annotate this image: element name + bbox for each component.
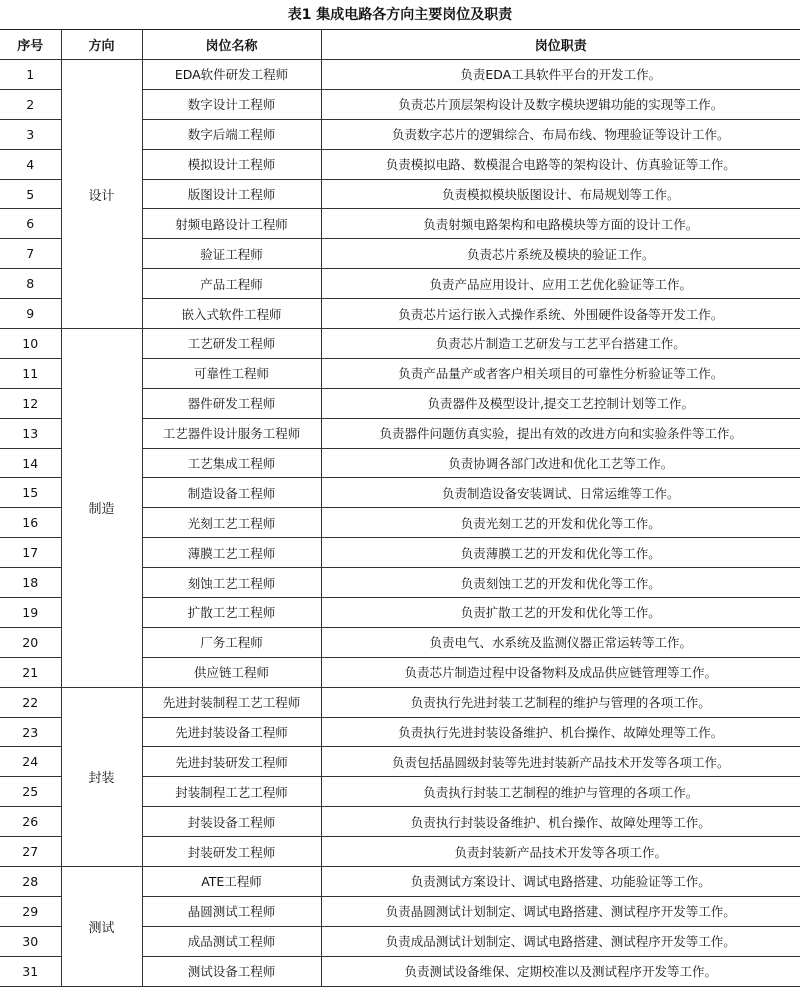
row-number: 3 bbox=[0, 119, 61, 149]
table-title: 表1 集成电路各方向主要岗位及职责 bbox=[0, 0, 800, 30]
position-name: 数字设计工程师 bbox=[142, 89, 321, 119]
row-number: 22 bbox=[0, 687, 61, 717]
row-number: 28 bbox=[0, 867, 61, 897]
position-duty: 负责芯片运行嵌入式操作系统、外围硬件设备等开发工作。 bbox=[321, 299, 800, 329]
position-name: 工艺研发工程师 bbox=[142, 329, 321, 359]
row-number: 20 bbox=[0, 627, 61, 657]
row-number: 9 bbox=[0, 299, 61, 329]
position-name: 数字后端工程师 bbox=[142, 119, 321, 149]
direction-cell: 封装 bbox=[61, 687, 142, 866]
position-name: 版图设计工程师 bbox=[142, 179, 321, 209]
row-number: 15 bbox=[0, 478, 61, 508]
row-number: 12 bbox=[0, 388, 61, 418]
position-duty: 负责电气、水系统及监测仪器正常运转等工作。 bbox=[321, 627, 800, 657]
header-duty: 岗位职责 bbox=[321, 30, 800, 60]
position-duty: 负责光刻工艺的开发和优化等工作。 bbox=[321, 508, 800, 538]
row-number: 17 bbox=[0, 538, 61, 568]
row-number: 30 bbox=[0, 926, 61, 956]
table-row bbox=[0, 60, 800, 90]
row-number: 23 bbox=[0, 717, 61, 747]
position-name: 嵌入式软件工程师 bbox=[142, 299, 321, 329]
position-duty: 负责产品量产或者客户相关项目的可靠性分析验证等工作。 bbox=[321, 358, 800, 388]
row-number: 19 bbox=[0, 598, 61, 628]
row-number: 27 bbox=[0, 837, 61, 867]
position-duty: 负责执行封装设备维护、机台操作、故障处理等工作。 bbox=[321, 807, 800, 837]
position-name: 封装设备工程师 bbox=[142, 807, 321, 837]
header-row bbox=[0, 30, 800, 60]
position-duty: 负责扩散工艺的开发和优化等工作。 bbox=[321, 598, 800, 628]
roles-table bbox=[0, 30, 800, 987]
position-duty: 负责射频电路架构和电路模块等方面的设计工作。 bbox=[321, 209, 800, 239]
row-number: 18 bbox=[0, 568, 61, 598]
position-duty: 负责芯片制造工艺研发与工艺平台搭建工作。 bbox=[321, 329, 800, 359]
table-body bbox=[0, 60, 800, 987]
position-name: 扩散工艺工程师 bbox=[142, 598, 321, 628]
position-name: 先进封装设备工程师 bbox=[142, 717, 321, 747]
position-duty: 负责刻蚀工艺的开发和优化等工作。 bbox=[321, 568, 800, 598]
position-name: ATE工程师 bbox=[142, 867, 321, 897]
position-name: 射频电路设计工程师 bbox=[142, 209, 321, 239]
row-number: 2 bbox=[0, 89, 61, 119]
table-row bbox=[0, 687, 800, 717]
row-number: 31 bbox=[0, 956, 61, 986]
position-duty: 负责芯片制造过程中设备物料及成品供应链管理等工作。 bbox=[321, 657, 800, 687]
position-name: 工艺集成工程师 bbox=[142, 448, 321, 478]
position-duty: 负责EDA工具软件平台的开发工作。 bbox=[321, 60, 800, 90]
position-duty: 负责测试设备维保、定期校准以及测试程序开发等工作。 bbox=[321, 956, 800, 986]
position-duty: 负责器件问题仿真实验，提出有效的改进方向和实验条件等工作。 bbox=[321, 418, 800, 448]
position-duty: 负责模拟电路、数模混合电路等的架构设计、仿真验证等工作。 bbox=[321, 149, 800, 179]
position-duty: 负责产品应用设计、应用工艺优化验证等工作。 bbox=[321, 269, 800, 299]
direction-cell: 测试 bbox=[61, 867, 142, 987]
header-direction: 方向 bbox=[61, 30, 142, 60]
position-duty: 负责芯片系统及模块的验证工作。 bbox=[321, 239, 800, 269]
position-name: 验证工程师 bbox=[142, 239, 321, 269]
position-name: 薄膜工艺工程师 bbox=[142, 538, 321, 568]
position-name: 模拟设计工程师 bbox=[142, 149, 321, 179]
position-name: 供应链工程师 bbox=[142, 657, 321, 687]
position-name: 光刻工艺工程师 bbox=[142, 508, 321, 538]
row-number: 6 bbox=[0, 209, 61, 239]
position-name: 产品工程师 bbox=[142, 269, 321, 299]
position-name: 可靠性工程师 bbox=[142, 358, 321, 388]
position-name: EDA软件研发工程师 bbox=[142, 60, 321, 90]
row-number: 26 bbox=[0, 807, 61, 837]
position-duty: 负责数字芯片的逻辑综合、布局布线、物理验证等设计工作。 bbox=[321, 119, 800, 149]
position-duty: 负责器件及模型设计,提交工艺控制计划等工作。 bbox=[321, 388, 800, 418]
position-name: 厂务工程师 bbox=[142, 627, 321, 657]
position-duty: 负责测试方案设计、调试电路搭建、功能验证等工作。 bbox=[321, 867, 800, 897]
position-duty: 负责包括晶圆级封装等先进封装新产品技术开发等各项工作。 bbox=[321, 747, 800, 777]
row-number: 16 bbox=[0, 508, 61, 538]
position-name: 成品测试工程师 bbox=[142, 926, 321, 956]
row-number: 25 bbox=[0, 777, 61, 807]
row-number: 11 bbox=[0, 358, 61, 388]
row-number: 10 bbox=[0, 329, 61, 359]
position-duty: 负责模拟模块版图设计、布局规划等工作。 bbox=[321, 179, 800, 209]
position-duty: 负责执行封装工艺制程的维护与管理的各项工作。 bbox=[321, 777, 800, 807]
position-name: 工艺器件设计服务工程师 bbox=[142, 418, 321, 448]
position-name: 封装制程工艺工程师 bbox=[142, 777, 321, 807]
position-name: 晶圆测试工程师 bbox=[142, 896, 321, 926]
position-duty: 负责协调各部门改进和优化工艺等工作。 bbox=[321, 448, 800, 478]
table-row bbox=[0, 329, 800, 359]
position-name: 刻蚀工艺工程师 bbox=[142, 568, 321, 598]
header-position: 岗位名称 bbox=[142, 30, 321, 60]
row-number: 21 bbox=[0, 657, 61, 687]
table-row bbox=[0, 867, 800, 897]
row-number: 8 bbox=[0, 269, 61, 299]
position-duty: 负责制造设备安装调试、日常运维等工作。 bbox=[321, 478, 800, 508]
position-name: 测试设备工程师 bbox=[142, 956, 321, 986]
position-duty: 负责封装新产品技术开发等各项工作。 bbox=[321, 837, 800, 867]
position-name: 先进封装研发工程师 bbox=[142, 747, 321, 777]
row-number: 13 bbox=[0, 418, 61, 448]
direction-cell: 制造 bbox=[61, 329, 142, 688]
position-duty: 负责执行先进封装设备维护、机台操作、故障处理等工作。 bbox=[321, 717, 800, 747]
position-duty: 负责成品测试计划制定、调试电路搭建、测试程序开发等工作。 bbox=[321, 926, 800, 956]
row-number: 4 bbox=[0, 149, 61, 179]
row-number: 7 bbox=[0, 239, 61, 269]
position-name: 先进封装制程工艺工程师 bbox=[142, 687, 321, 717]
row-number: 29 bbox=[0, 896, 61, 926]
position-duty: 负责芯片顶层架构设计及数字模块逻辑功能的实现等工作。 bbox=[321, 89, 800, 119]
header-no: 序号 bbox=[0, 30, 61, 60]
direction-cell: 设计 bbox=[61, 60, 142, 329]
row-number: 14 bbox=[0, 448, 61, 478]
position-name: 封装研发工程师 bbox=[142, 837, 321, 867]
position-name: 器件研发工程师 bbox=[142, 388, 321, 418]
position-duty: 负责薄膜工艺的开发和优化等工作。 bbox=[321, 538, 800, 568]
row-number: 24 bbox=[0, 747, 61, 777]
row-number: 5 bbox=[0, 179, 61, 209]
position-duty: 负责晶圆测试计划制定、调试电路搭建、测试程序开发等工作。 bbox=[321, 896, 800, 926]
position-duty: 负责执行先进封装工艺制程的维护与管理的各项工作。 bbox=[321, 687, 800, 717]
position-name: 制造设备工程师 bbox=[142, 478, 321, 508]
row-number: 1 bbox=[0, 60, 61, 90]
